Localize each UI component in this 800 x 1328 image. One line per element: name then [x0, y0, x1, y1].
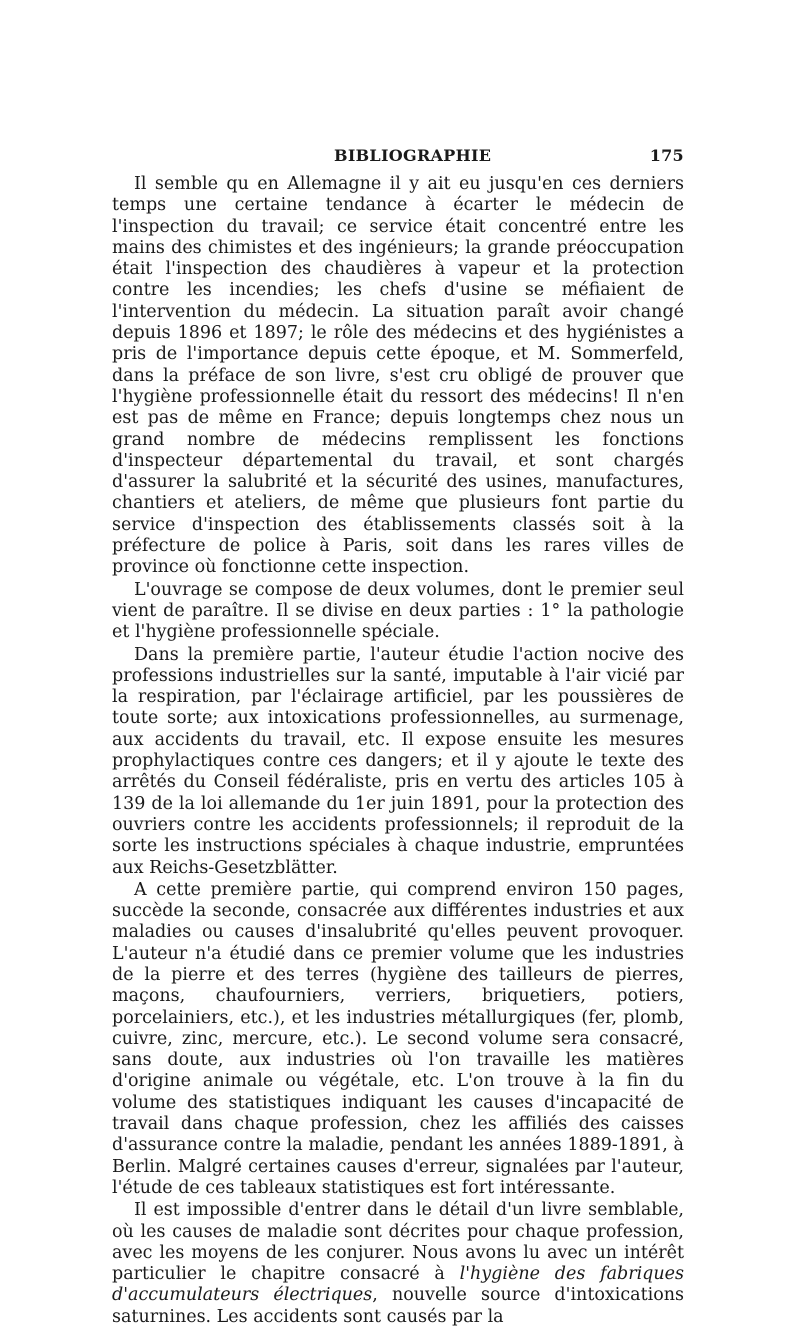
running-header [112, 146, 684, 166]
paragraph-5-italic-title: l'hygiène des fabriques d'accumulateurs électriques [112, 1264, 684, 1306]
paragraph-2: L'ouvrage se compose de deux volumes, dont le premier seul vient de paraître. Il se divise en deux parties : 1° la pathologie et l'hygiène professionnelle spéciale. [112, 579, 684, 643]
paragraph-5-text-after: , nouvelle source d'intoxications saturnines. Les accidents sont causés par la [112, 1285, 685, 1327]
body-text [112, 174, 684, 1328]
paragraph-3: Dans la première partie, l'auteur étudie l'action nocive des professions industrielles sur la santé, imputable à l'air vicié par la respiration, par l'éclairage artificiel, par les poussières de toute sorte; aux intoxications professionnelles, au surmenage, aux accidents du travail, etc. Il expose ensuite les mesures prophylactiques contre ces dangers; et il y ajoute le texte des arrêtés du Conseil fédéraliste, pris en vertu des articles 105 à 139 de la loi allemande du 1er juin 1891, pour la protection des ouvriers contre les accidents professionnels; il reproduit de la sorte les instructions spéciales à chaque industrie, empruntées aux Reichs-Gesetzblätter. [112, 644, 684, 878]
page-number: 175 [649, 146, 684, 165]
paragraph-5-text-before: Il est impossible d'entrer dans le détail d'un livre semblable, où les causes de maladie sont décrites pour chaque profession, avec les moyens de les conjurer. Nous avons lu avec un intérêt particulier le chapitre consacré à [112, 1200, 684, 1285]
running-title: BIBLIOGRAPHIE [334, 146, 492, 165]
paragraph-1: Il semble qu en Allemagne il y ait eu jusqu'en ces derniers temps une certaine tendance à écarter le médecin de l'inspection du travail; ce service était concentré entre les mains des chimistes et des ingénieurs; la grande préoccupation était l'inspection des chaudières à vapeur et la protection contre les incendies; les chefs d'usine se méfiaient de l'intervention du médecin. La situation paraît avoir changé depuis 1896 et 1897; le rôle des médecins et des hygiénistes a pris de l'importance depuis cette époque, et M. Sommerfeld, dans la préface de son livre, s'est cru obligé de prouver que l'hygiène professionnelle était du ressort des médecins! Il n'en est pas de même en France; depuis longtemps chez nous un grand nombre de médecins remplissent les fonctions d'inspecteur départemental du travail, et sont chargés d'assurer la salubrité et la sécurité des usines, manufactures, chantiers et ateliers, de même que plusieurs font partie du service d'inspection des établissements classés soit à la préfecture de police à Paris, soit dans les rares villes de province où fonctionne cette inspection. [112, 174, 684, 578]
paragraph-5 [112, 1200, 684, 1328]
paragraph-4: A cette première partie, qui comprend environ 150 pages, succède la seconde, consacrée aux différentes industries et aux maladies ou causes d'insalubrité qu'elles peuvent provoquer. L'auteur n'a étudié dans ce premier volume que les industries de la pierre et des terres (hygiène des tailleurs de pierres, maçons, chaufourniers, verriers, briquetiers, potiers, porcelainiers, etc.), et les industries métallurgiques (fer, plomb, cuivre, zinc, mercure, etc.). Le second volume sera consacré, sans doute, aux industries où l'on travaille les matières d'origine animale ou végétale, etc. L'on trouve à la fin du volume des statistiques indiquant les causes d'incapacité de travail dans chaque profession, chez les affiliés des caisses d'assurance contre la maladie, pendant les années 1889-1891, à Berlin. Malgré certaines causes d'erreur, signalées par l'auteur, l'étude de ces tableaux statistiques est fort intéressante. [112, 879, 684, 1198]
